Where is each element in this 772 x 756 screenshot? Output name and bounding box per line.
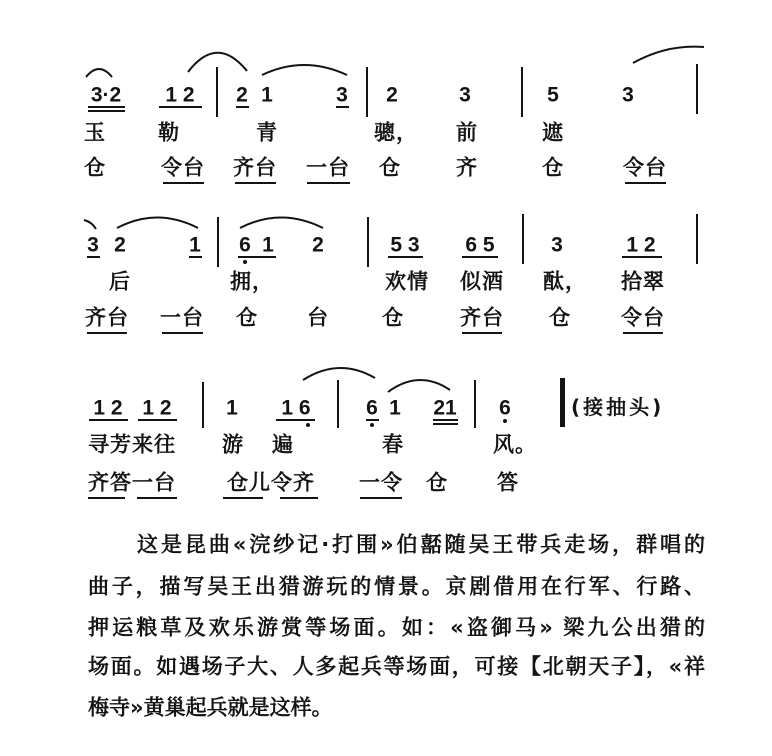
- note-underline: [366, 419, 379, 421]
- percussion-syllable: 仓: [549, 305, 571, 330]
- percussion-syllable: 仓儿令齐: [227, 470, 315, 495]
- note-underline: [433, 419, 458, 421]
- commentary-line: 这是昆曲«浣纱记·打围»伯嚭随吴王带兵走场，群唱的: [137, 532, 705, 557]
- note: 1: [389, 396, 401, 420]
- lyric: 遮: [542, 120, 564, 145]
- note-underline: [336, 106, 349, 108]
- percussion-syllable: 一令: [359, 470, 403, 495]
- percussion-syllable: 一台: [306, 155, 350, 180]
- percussion-syllable: 一台: [160, 305, 204, 330]
- note: 2: [236, 83, 248, 107]
- lyric: 春: [382, 432, 404, 457]
- note: 3: [87, 233, 99, 257]
- note: 6: [366, 396, 378, 420]
- note: 1: [189, 233, 201, 257]
- barline: [217, 217, 219, 267]
- note-underline: [189, 256, 202, 258]
- note: 21: [433, 396, 457, 420]
- percussion-underline: [280, 497, 318, 499]
- note: 3·2: [90, 83, 122, 107]
- lyric: 青: [256, 120, 278, 145]
- barline: [216, 67, 218, 117]
- percussion-syllable: 齐台: [85, 305, 129, 330]
- low-octave-dot: [306, 423, 310, 427]
- note: 1 2: [142, 396, 172, 420]
- percussion-underline: [163, 182, 204, 184]
- lyric: 骢，: [374, 120, 418, 145]
- slur: [84, 220, 96, 229]
- percussion-underline: [623, 332, 663, 334]
- slur: [240, 218, 323, 229]
- lyric: 拥，: [230, 269, 274, 294]
- percussion-underline: [162, 332, 203, 334]
- low-octave-dot: [503, 419, 507, 423]
- percussion-syllable: 仓: [426, 470, 448, 495]
- lyric: 后: [109, 269, 131, 294]
- percussion-underline: [88, 497, 125, 499]
- note-underline: [276, 419, 315, 421]
- note-underline: [159, 106, 202, 108]
- slur: [388, 380, 450, 392]
- note-underline: [238, 256, 276, 258]
- percussion-syllable: 令台: [621, 305, 665, 330]
- note-underline: [89, 419, 128, 421]
- percussion-syllable: 齐答一台: [88, 470, 176, 495]
- slur: [303, 368, 375, 380]
- note: 2: [386, 83, 398, 107]
- barline: [202, 382, 204, 428]
- barline: [337, 380, 339, 428]
- note: 3: [551, 233, 563, 257]
- note: 1: [262, 233, 274, 257]
- commentary-line: 梅寺»黄巢起兵就是这样。: [88, 695, 333, 720]
- barline: [521, 67, 523, 117]
- slur: [86, 69, 112, 77]
- note-underline: [462, 256, 498, 258]
- note: 6 5: [465, 233, 495, 257]
- slur: [262, 65, 347, 75]
- note: 2: [114, 233, 126, 257]
- percussion-syllable: 齐台: [233, 155, 277, 180]
- percussion-underline: [137, 497, 177, 499]
- barline: [366, 67, 368, 117]
- percussion-syllable: 台: [307, 305, 329, 330]
- thick-barline: [560, 378, 565, 427]
- lyric: 遍: [272, 432, 294, 457]
- percussion-syllable: 仓: [382, 305, 404, 330]
- low-octave-dot: [243, 260, 247, 264]
- commentary-line: 场面。如遇场子大、人多起兵等场面，可接【北朝天子】，«祥: [88, 654, 705, 679]
- low-octave-dot: [370, 423, 374, 427]
- note-underline: [388, 256, 423, 258]
- percussion-syllable: 仓: [379, 155, 401, 180]
- note-underline: [433, 423, 458, 425]
- percussion-underline: [360, 497, 402, 499]
- note: 1 2: [165, 83, 195, 107]
- note: 1 6: [281, 396, 311, 420]
- percussion-underline: [625, 182, 666, 184]
- lyric: 勒: [158, 120, 180, 145]
- note-underline: [88, 110, 125, 112]
- annotation-next-section: (接抽头): [571, 395, 665, 419]
- percussion-syllable: 仓: [236, 305, 258, 330]
- barline: [474, 380, 476, 428]
- percussion-syllable: 答: [497, 470, 519, 495]
- barline: [522, 214, 524, 264]
- note: 1: [226, 396, 238, 420]
- note: 6: [239, 233, 251, 257]
- lyric: 前: [456, 120, 478, 145]
- percussion-underline: [87, 332, 127, 334]
- barline: [696, 214, 698, 264]
- note: 3: [459, 83, 471, 107]
- note-underline: [622, 256, 662, 258]
- percussion-syllable: 令台: [161, 155, 205, 180]
- lyric: 似酒: [460, 269, 504, 294]
- note-underline: [236, 106, 249, 108]
- lyric: 拾翠: [621, 269, 665, 294]
- lyric: 风。: [493, 432, 537, 457]
- percussion-syllable: 仓: [542, 155, 564, 180]
- percussion-syllable: 齐: [456, 155, 478, 180]
- percussion-underline: [223, 497, 263, 499]
- note: 3: [622, 83, 634, 107]
- percussion-underline: [235, 182, 276, 184]
- lyric: 玉: [84, 120, 106, 145]
- commentary-line: 曲子，描写吴王出猎游玩的情景。京剧借用在行军、行路、: [88, 574, 705, 599]
- lyric: 酞，: [543, 269, 587, 294]
- note: 6: [499, 396, 511, 420]
- barline: [696, 64, 698, 114]
- commentary-line: 押运粮草及欢乐游赏等场面。如：«盗御马» 梁九公出猎的: [88, 615, 705, 640]
- note-underline: [138, 419, 177, 421]
- percussion-syllable: 令台: [623, 155, 667, 180]
- percussion-underline: [307, 182, 350, 184]
- note: 1: [261, 83, 273, 107]
- note: 1 2: [93, 396, 123, 420]
- lyric: 游: [222, 432, 244, 457]
- note: 2: [312, 233, 324, 257]
- lyric: 欢情: [385, 269, 429, 294]
- note-underline: [88, 106, 125, 108]
- slur: [117, 218, 198, 229]
- note: 3: [336, 83, 348, 107]
- lyric: 寻芳来往: [88, 432, 176, 457]
- note: 5 3: [390, 233, 420, 257]
- note: 5: [547, 83, 559, 107]
- percussion-underline: [462, 332, 502, 334]
- note: 1 2: [626, 233, 656, 257]
- percussion-syllable: 齐台: [460, 305, 504, 330]
- barline: [367, 217, 369, 267]
- slur: [633, 47, 704, 63]
- percussion-syllable: 仓: [84, 155, 106, 180]
- note-underline: [87, 256, 100, 258]
